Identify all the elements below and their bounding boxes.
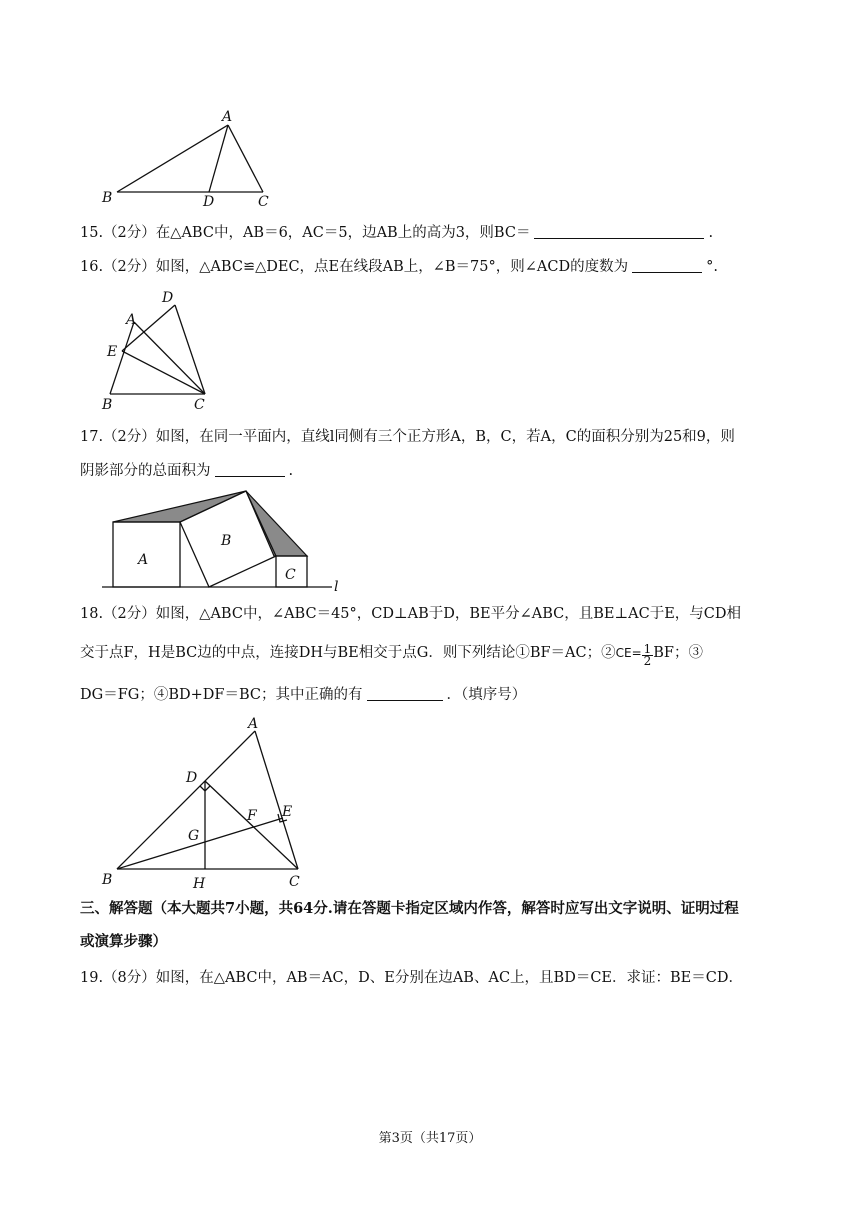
label-h: H [193,876,206,892]
question-number: 17.（2分） [80,429,156,445]
label-l: l [334,579,339,595]
section-heading-2 [80,931,167,953]
fraction-one-half [642,644,654,667]
question-number: 18.（2分） [80,606,156,622]
question-15 [80,222,713,244]
question-text: 如图，在△ABC中，AB＝AC，D、E分别在边AB、AC上，且BD＝CE．求证：BE＝CD． [155,970,743,986]
section-heading [80,898,739,920]
page-footer: 第3页（共17页） [378,1131,482,1146]
label-d: D [186,770,198,786]
question-text: 阴影部分的总面积为 [80,463,211,479]
figure-q18 [95,712,320,892]
label-c: C [289,874,300,890]
label-d: D [162,290,174,306]
figure-q17 [100,485,350,595]
label-g: G [188,828,200,844]
question-text: ．（填序号） [446,687,527,703]
label-a: A [138,552,149,568]
question-text: 如图，△ABC中，∠ABC＝45°，CD⊥AB于D，BE平分∠ABC，且BE⊥AC于E，与CD相 [155,606,742,622]
question-16 [80,256,718,278]
answer-blank[interactable] [534,224,704,239]
label-a: A [248,716,259,732]
label-b: B [102,190,113,206]
label-b: B [221,533,232,549]
answer-blank[interactable] [367,686,443,701]
figure-q16 [98,285,228,415]
label-c: C [258,194,269,210]
section-heading-line1: 三、解答题（本大题共7小题，共64分.请在答题卡指定区域内作答，解答时应写出文字说明、证明过程 [80,900,739,917]
label-c: C [194,397,205,413]
label-a: A [126,312,137,328]
label-b: B [102,397,113,413]
label-f: F [247,808,257,824]
answer-blank[interactable] [632,258,702,273]
figure-q14 [95,105,285,210]
section-heading-line2: 或演算步骤） [80,933,167,950]
question-18-line2 [80,642,703,667]
question-number: 15.（2分） [80,225,156,241]
label-e: E [282,804,293,820]
fraction-denominator: 2 [643,654,652,668]
label-e: E [107,344,118,360]
question-17 [80,426,735,448]
question-text: DG＝FG；④BD+DF＝BC；其中正确的有 [80,687,363,703]
label-c: C [285,567,296,583]
question-number: 19.（8分） [80,970,156,986]
question-19 [80,967,743,989]
question-17-line2 [80,460,293,482]
punct: . [708,225,714,241]
question-text: 在△ABC中，AB＝6，AC＝5，边AB上的高为3，则BC＝ [155,225,531,241]
question-number: 16.（2分） [80,259,156,275]
label-a: A [222,109,233,125]
fraction-numerator: 1 [643,642,652,656]
question-18-line3 [80,684,526,706]
question-18 [80,603,741,625]
punct: . [288,463,294,479]
question-text: BF；③ [653,645,703,661]
question-text: 交于点F，H是BC边的中点，连接DH与BE相交于点G．则下列结论①BF＝AC；② [80,645,616,661]
label-b: B [102,872,113,888]
answer-blank[interactable] [215,462,285,477]
question-text: 如图，△ABC≌△DEC，点E在线段AB上，∠B＝75°，则∠ACD的度数为 [155,259,629,275]
label-d: D [203,194,215,210]
question-text: 如图，在同一平面内，直线l同侧有三个正方形A，B，C，若A，C的面积分别为25和9，则 [155,429,735,445]
punct: °. [706,259,718,275]
ce-text: CE= [615,646,642,660]
